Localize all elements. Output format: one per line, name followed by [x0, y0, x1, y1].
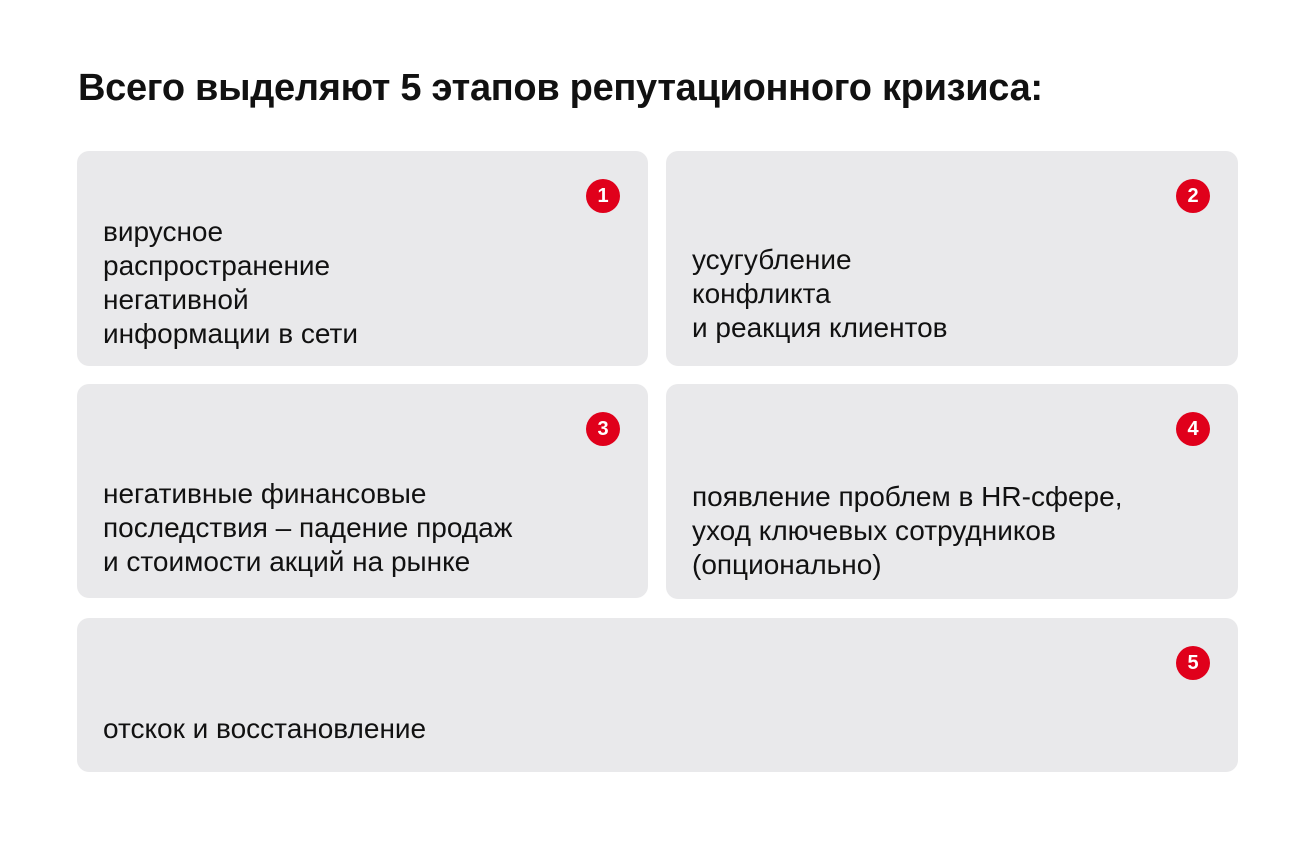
- stage-number-badge: 3: [586, 412, 620, 446]
- stage-number-badge: 5: [1176, 646, 1210, 680]
- stage-text: негативные финансовые последствия – падение продаж и стоимости акций на рынке: [103, 478, 513, 577]
- stage-text: вирусное распространение негативной информации в сети: [103, 216, 358, 349]
- stage-card-2: [666, 151, 1238, 366]
- stage-card-3: [77, 384, 648, 598]
- stage-number-badge: 1: [586, 179, 620, 213]
- stage-card-5: [77, 618, 1238, 772]
- stage-number-badge: 4: [1176, 412, 1210, 446]
- stage-text: появление проблем в HR-сфере, уход ключевых сотрудников (опционально): [692, 481, 1123, 580]
- stage-number-badge: 2: [1176, 179, 1210, 213]
- stage-card-4: [666, 384, 1238, 599]
- stage-card-1: [77, 151, 648, 366]
- stage-text: усугубление конфликта и реакция клиентов: [692, 244, 948, 343]
- stage-text: отскок и восстановление: [103, 713, 427, 744]
- page-title: Всего выделяют 5 этапов репутационного кризиса:: [78, 67, 1043, 109]
